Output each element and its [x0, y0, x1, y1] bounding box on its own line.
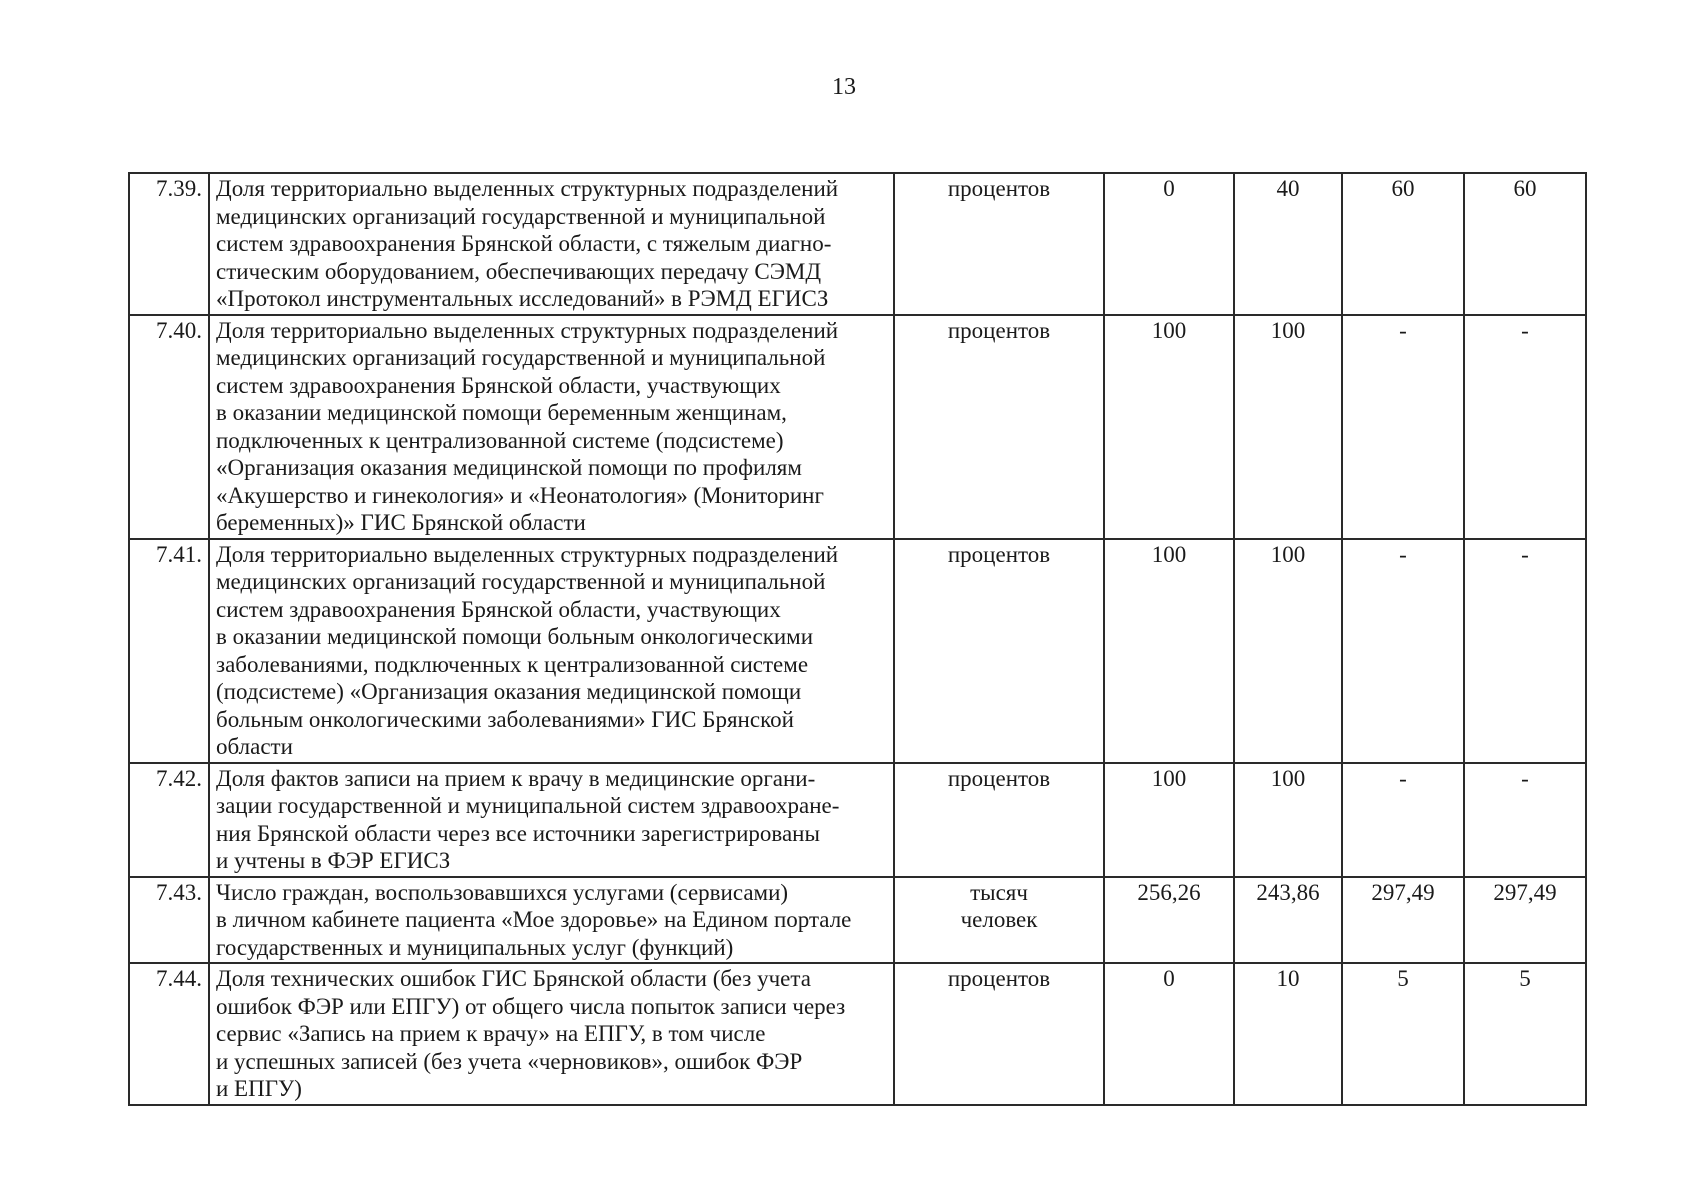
- indicator-name: [209, 539, 894, 763]
- row-number: 7.40.: [129, 315, 209, 539]
- indicator-name-line: Доля территориально выделенных структурных подразделений: [216, 317, 839, 343]
- indicator-name-line: в оказании медицинской помощи больным онкологическими: [216, 624, 814, 649]
- unit-of-measure: [894, 763, 1104, 877]
- indicator-name-line: систем здравоохранения Брянской области, с тяжелым диагно-: [216, 231, 832, 256]
- table-row: [129, 963, 1586, 1105]
- indicator-name-line: и учтены в ФЭР ЕГИСЗ: [216, 848, 451, 873]
- unit-line: процентов: [947, 541, 1051, 567]
- unit-line: процентов: [947, 176, 1051, 201]
- table-row: [129, 763, 1586, 877]
- indicator-name-line: стическим оборудованием, обеспечивающих передачу СЭМД: [216, 258, 822, 284]
- indicator-name-line: систем здравоохранения Брянской области, участвующих: [216, 372, 781, 398]
- table-row: [129, 877, 1586, 964]
- page-number: 13: [832, 74, 856, 100]
- indicator-name-line: Доля территориально выделенных структурных подразделений: [216, 541, 839, 567]
- indicator-name: [209, 315, 894, 539]
- unit-line: человек: [960, 907, 1038, 932]
- indicator-name-line: области: [216, 734, 293, 759]
- indicator-name-line: систем здравоохранения Брянской области, участвующих: [216, 596, 781, 622]
- indicator-name-line: беременных)» ГИС Брянской области: [216, 510, 586, 535]
- indicator-name-line: сервис «Запись на прием к врачу» на ЕПГУ, в том числе: [216, 1021, 766, 1046]
- indicator-name-line: государственных и муниципальных услуг (функций): [216, 934, 734, 960]
- value-cell-4: -: [1464, 539, 1586, 763]
- row-number: 7.42.: [129, 763, 209, 877]
- value-cell-3: 60: [1342, 173, 1464, 315]
- indicator-name-line: ния Брянской области через все источники зарегистрированы: [216, 820, 820, 846]
- value-cell-1: 100: [1104, 315, 1234, 539]
- indicator-name: [209, 763, 894, 877]
- unit-line: процентов: [947, 765, 1051, 791]
- row-number: 7.44.: [129, 963, 209, 1105]
- indicator-name-line: Доля территориально выделенных структурных подразделений: [216, 176, 839, 201]
- unit-of-measure: [894, 877, 1104, 964]
- indicator-name-line: зации государственной и муниципальной систем здравоохране-: [216, 793, 840, 818]
- value-cell-2: 100: [1234, 539, 1342, 763]
- indicator-name-line: заболеваниями, подключенных к централизованной системе: [216, 651, 809, 677]
- unit-line: процентов: [947, 317, 1051, 343]
- value-cell-3: -: [1342, 763, 1464, 877]
- value-cell-2: 100: [1234, 315, 1342, 539]
- value-cell-4: 60: [1464, 173, 1586, 315]
- value-cell-1: 100: [1104, 763, 1234, 877]
- value-cell-1: 0: [1104, 173, 1234, 315]
- row-number: 7.43.: [129, 877, 209, 964]
- value-cell-3: 297,49: [1342, 877, 1464, 964]
- indicator-name-line: подключенных к централизованной системе (подсистеме): [216, 427, 784, 453]
- value-cell-4: 5: [1464, 963, 1586, 1105]
- unit-of-measure: [894, 173, 1104, 315]
- indicator-name-line: в личном кабинете пациента «Мое здоровье» на Едином портале: [216, 907, 852, 932]
- table-row: [129, 315, 1586, 539]
- table-row: [129, 173, 1586, 315]
- indicator-name-line: и успешных записей (без учета «черновиков», ошибок ФЭР: [216, 1048, 803, 1074]
- indicator-name-line: больным онкологическими заболеваниями» ГИС Брянской: [216, 706, 794, 732]
- table-row: [129, 539, 1586, 763]
- unit-of-measure: [894, 315, 1104, 539]
- value-cell-3: -: [1342, 315, 1464, 539]
- value-cell-3: 5: [1342, 963, 1464, 1105]
- row-number: 7.39.: [129, 173, 209, 315]
- indicator-name-line: и ЕПГУ): [216, 1076, 302, 1101]
- indicator-name-line: Число граждан, воспользовавшихся услугами (сервисами): [216, 879, 789, 905]
- indicator-name-line: «Организация оказания медицинской помощи по профилям: [216, 455, 802, 480]
- indicator-name-line: Доля фактов записи на прием к врачу в медицинские органи-: [216, 765, 816, 791]
- value-cell-1: 0: [1104, 963, 1234, 1105]
- row-number: 7.41.: [129, 539, 209, 763]
- value-cell-1: 100: [1104, 539, 1234, 763]
- indicator-name-line: в оказании медицинской помощи беременным женщинам,: [216, 400, 787, 425]
- value-cell-1: 256,26: [1104, 877, 1234, 964]
- indicator-name: [209, 963, 894, 1105]
- indicator-name-line: медицинских организаций государственной и муниципальной: [216, 203, 826, 229]
- indicator-name: [209, 877, 894, 964]
- indicator-name-line: медицинских организаций государственной и муниципальной: [216, 569, 826, 594]
- value-cell-2: 100: [1234, 763, 1342, 877]
- value-cell-4: 297,49: [1464, 877, 1586, 964]
- indicator-name-line: «Акушерство и гинекология» и «Неонатология» (Мониторинг: [216, 482, 824, 508]
- indicators-table: [128, 172, 1587, 1106]
- value-cell-2: 40: [1234, 173, 1342, 315]
- value-cell-3: -: [1342, 539, 1464, 763]
- value-cell-2: 10: [1234, 963, 1342, 1105]
- table-body: [129, 173, 1586, 1105]
- indicator-name-line: медицинских организаций государственной и муниципальной: [216, 345, 826, 370]
- value-cell-2: 243,86: [1234, 877, 1342, 964]
- indicator-name-line: ошибок ФЭР или ЕПГУ) от общего числа попыток записи через: [216, 993, 846, 1019]
- unit-line: тысяч: [970, 879, 1028, 905]
- unit-of-measure: [894, 963, 1104, 1105]
- value-cell-4: -: [1464, 763, 1586, 877]
- value-cell-4: -: [1464, 315, 1586, 539]
- indicator-name-line: Доля технических ошибок ГИС Брянской области (без учета: [216, 966, 811, 991]
- indicator-name-line: «Протокол инструментальных исследований» в РЭМД ЕГИСЗ: [216, 286, 829, 311]
- indicator-name: [209, 173, 894, 315]
- unit-of-measure: [894, 539, 1104, 763]
- unit-line: процентов: [947, 966, 1051, 991]
- indicator-name-line: (подсистеме) «Организация оказания медицинской помощи: [216, 679, 802, 704]
